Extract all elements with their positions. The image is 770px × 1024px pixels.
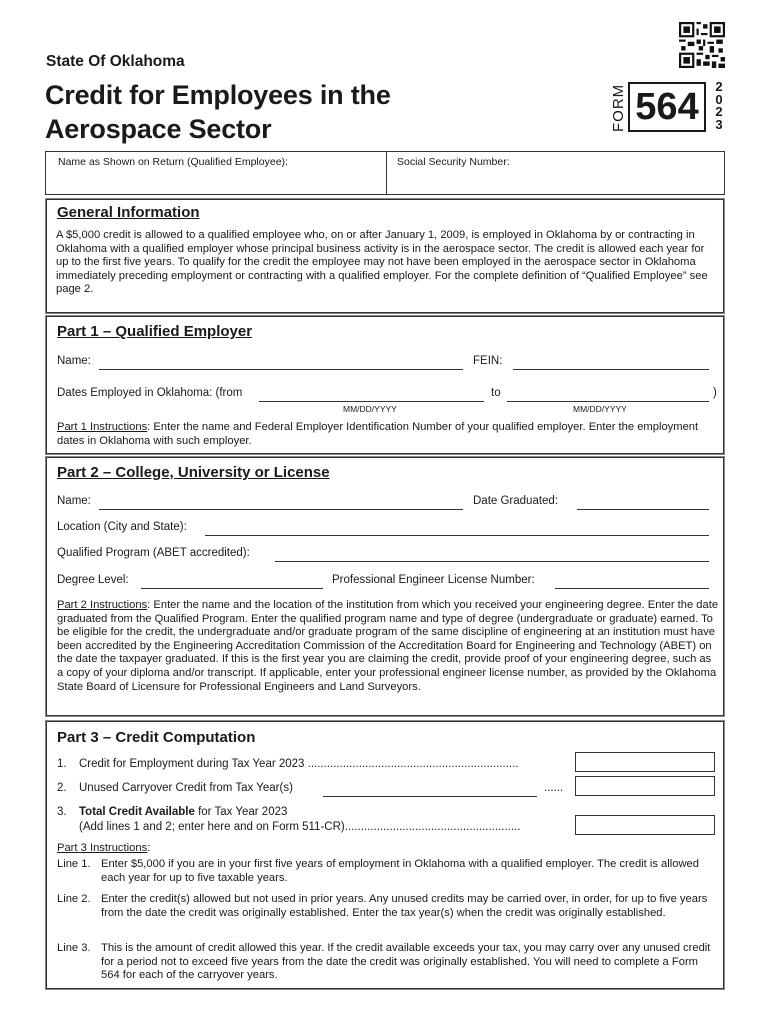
- form-title: [45, 78, 391, 146]
- state-label: State Of Oklahoma: [46, 53, 185, 70]
- line1-instruction-text: Enter $5,000 if you are in your first five years of employment in Oklahoma with a qualified employer. The credit is allowed each year for up to five taxable years.: [101, 858, 699, 884]
- degree-level-label: Degree Level:: [57, 574, 129, 586]
- line1-number: 1.: [57, 758, 67, 770]
- pe-license-label: Professional Engineer License Number:: [332, 574, 535, 586]
- line1-amount-field[interactable]: [575, 752, 715, 772]
- form-number-box: [628, 82, 706, 132]
- line2-instruction-text: Enter the credit(s) allowed but not used in prior years. Any unused credits may be carried over, in order, for up to five years from the date the credit was originally established. Enter the tax year(s) when the credit was originally established.: [101, 893, 708, 919]
- qualified-program-label: Qualified Program (ABET accredited):: [57, 547, 250, 559]
- form-title-line2: Aerospace Sector: [45, 114, 272, 144]
- part1-title: Part 1 – Qualified Employer: [57, 323, 253, 340]
- institution-name-label: Name:: [57, 495, 91, 507]
- line2-label: Unused Carryover Credit from Tax Year(s): [79, 782, 293, 794]
- line1-label: Credit for Employment during Tax Year 2023 ..................................................................: [79, 758, 519, 770]
- carryover-tax-years-field[interactable]: [323, 796, 537, 797]
- form-word: FORM: [610, 83, 627, 132]
- line2-instruction-label: Line 2.: [57, 893, 91, 905]
- to-label: to: [491, 387, 501, 399]
- part3-instructions-heading: Part 3 Instructions:: [57, 842, 151, 854]
- qualified-program-field[interactable]: [275, 561, 709, 562]
- line3-instruction-label: Line 3.: [57, 942, 91, 954]
- line3-instruction-text: This is the amount of credit allowed this year. If the credit available exceeds your tax, you may carry over any unused credit for a period not to exceed five years from the date the credit was originally established. You will need to complete a Form 564 for each of the carryover years.: [101, 942, 711, 982]
- part1-instructions: Part 1 Instructions: Enter the name and Federal Employer Identification Number of your qualified employer. Enter the employment dates in Oklahoma with such employer.: [57, 421, 699, 447]
- line2-number: 2.: [57, 782, 67, 794]
- part2-title: Part 2 – College, University or License: [57, 464, 330, 481]
- line2-amount-field[interactable]: [575, 776, 715, 796]
- fein-field[interactable]: [513, 369, 709, 370]
- close-paren: ): [713, 387, 717, 399]
- institution-name-field[interactable]: [99, 509, 463, 510]
- name-on-return-field[interactable]: [46, 152, 386, 194]
- general-information-title: General Information: [57, 204, 200, 221]
- employment-to-date-field[interactable]: [507, 401, 709, 402]
- employment-from-date-field[interactable]: [259, 401, 484, 402]
- pe-license-field[interactable]: [555, 588, 709, 589]
- fein-label: FEIN:: [473, 355, 503, 367]
- date-graduated-label: Date Graduated:: [473, 495, 559, 507]
- taxpayer-id-box: [45, 151, 725, 195]
- location-label: Location (City and State):: [57, 521, 187, 533]
- line3-label: Total Credit Available for Tax Year 2023: [79, 806, 288, 818]
- dates-employed-label: Dates Employed in Oklahoma: (from: [57, 387, 243, 399]
- part3-title: Part 3 – Credit Computation: [57, 729, 256, 746]
- part1-section: [46, 316, 724, 454]
- form-year: 2 0 2 3: [715, 79, 723, 132]
- ssn-field[interactable]: [387, 152, 724, 194]
- line3-number: 3.: [57, 806, 67, 818]
- part2-section: [46, 457, 724, 716]
- part1-name-label: Name:: [57, 355, 91, 367]
- to-date-format: MM/DD/YYYY: [573, 404, 627, 414]
- part1-name-field[interactable]: [99, 369, 463, 370]
- line2-dots: ......: [544, 782, 564, 794]
- degree-level-field[interactable]: [141, 588, 323, 589]
- name-on-return-label: Name as Shown on Return (Qualified Employee):: [58, 156, 288, 168]
- line1-instruction-label: Line 1.: [57, 858, 91, 870]
- date-graduated-field[interactable]: [577, 509, 709, 510]
- ssn-label: Social Security Number:: [397, 156, 510, 168]
- form-title-line1: Credit for Employees in the: [45, 80, 391, 110]
- general-information-section: [46, 199, 724, 313]
- location-field[interactable]: [205, 535, 709, 536]
- part2-instructions: Part 2 Instructions: Enter the name and the location of the institution from which you received your engineering degree. Enter the date graduated from the Qualified Program. Enter the qualified program name and type of degree (undergraduate or graduate) earned. To be eligible for the credit, the undergraduate and/or graduate program of the same discipline of engineering at an institution must have been accredited by the Engineering Accreditation Commission of the Accreditation Board for Engineering and Technology (ABET) on the date the taxpayer graduated. If this is the first year you are claiming the credit, provide proof of your engineering degree, such as a copy of your diploma and/or transcript. If applicable, enter your professional engineer license number, as provided by the Oklahoma State Board of Licensure for Professional Engineers and Land Surveyors.: [57, 599, 719, 693]
- from-date-format: MM/DD/YYYY: [343, 404, 397, 414]
- line3-amount-field[interactable]: [575, 815, 715, 835]
- part3-section: [46, 721, 724, 989]
- form-number: 564: [635, 86, 699, 128]
- line3-sublabel: (Add lines 1 and 2; enter here and on Form 511-CR).......................................................: [79, 821, 521, 833]
- qr-code-icon: [679, 22, 725, 68]
- general-information-text: A $5,000 credit is allowed to a qualified employee who, on or after January 1, 2009, is employed in Oklahoma by or contracting in Oklahoma with a qualified employer whose principal business activity is in the aerospace sector. The credit is allowed each year for up to the first five years. To qualify for the credit the employee may not have been employed in the aerospace sector in Oklahoma immediately preceding employment or contracting with a qualified employer. For the complete definition of “Qualified Employee” see page 2.: [56, 229, 708, 296]
